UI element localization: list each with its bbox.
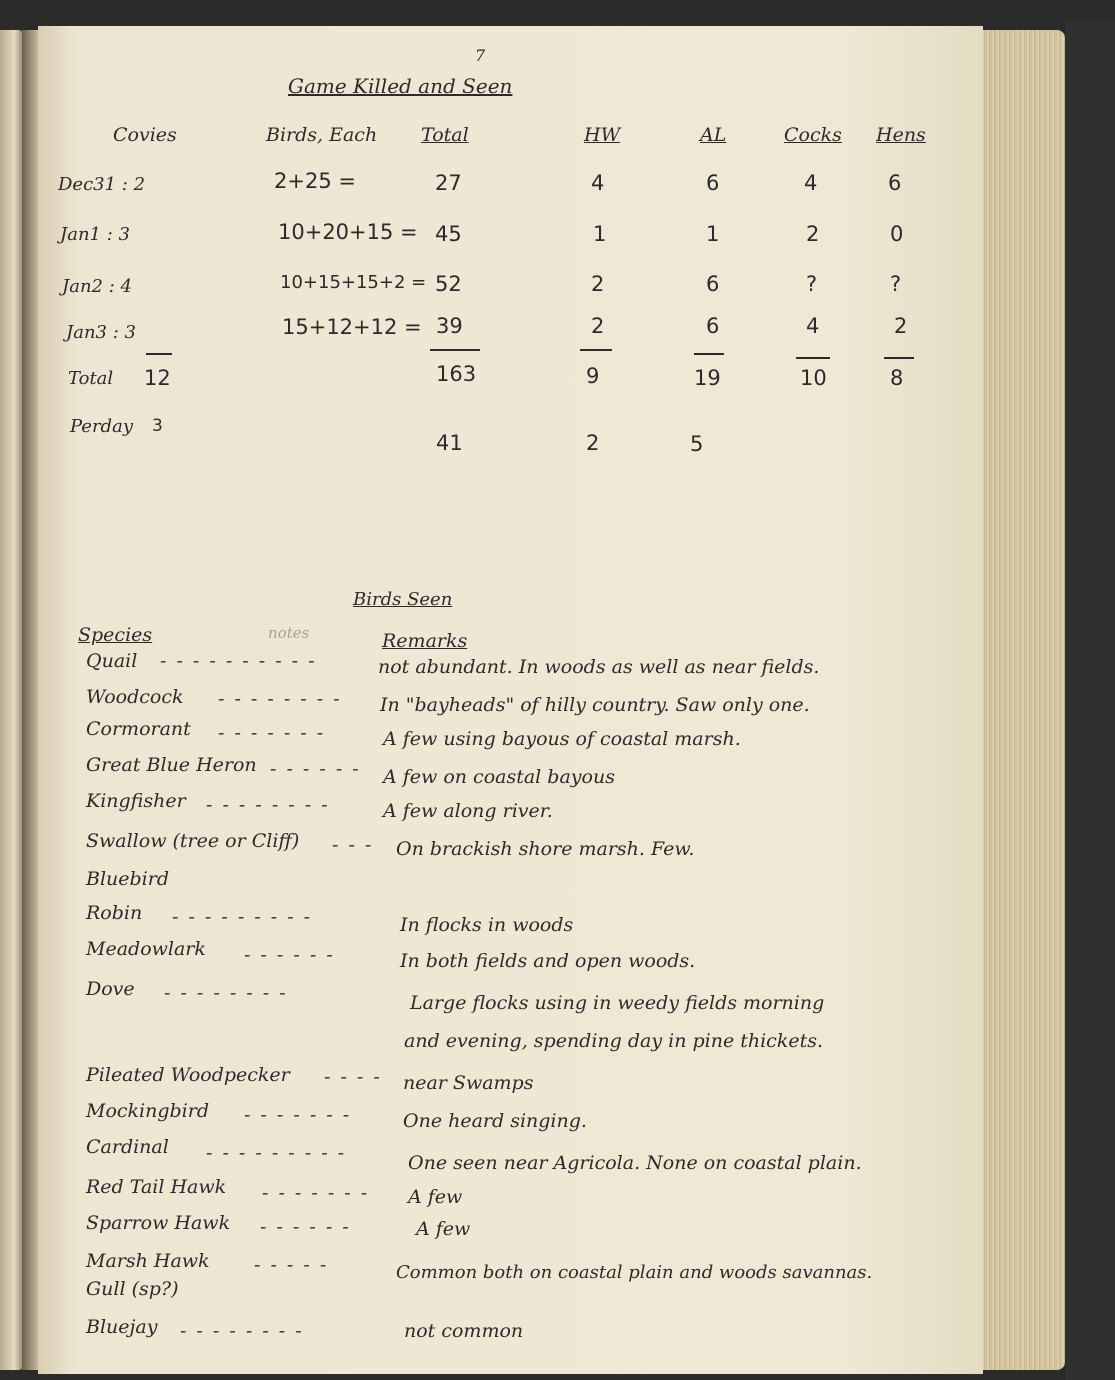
row-cocks: 4 <box>804 171 818 195</box>
row-date-covies: Dec31 : 2 <box>58 174 146 195</box>
leader-dashes: - - - - - <box>254 1254 329 1276</box>
sum-rule-al <box>694 353 724 355</box>
sum-rule-hw <box>580 349 612 351</box>
species-remark: A few <box>408 1186 463 1208</box>
book-cover <box>1065 20 1115 1380</box>
row-hw: 1 <box>593 222 607 246</box>
leader-dashes: - - - - - - - - <box>180 1320 304 1342</box>
leader-dashes: - - - - - - - - <box>218 688 342 710</box>
totals-total: 163 <box>436 362 477 386</box>
row-birds-each: 10+20+15 = <box>278 220 418 244</box>
row-total: 45 <box>435 222 462 246</box>
row-hens: 2 <box>894 314 908 338</box>
species-name: Mockingbird <box>86 1100 210 1122</box>
species-name: Meadowlark <box>86 938 206 960</box>
species-name: Bluebird <box>86 868 170 890</box>
species-name: Gull (sp?) <box>86 1278 179 1300</box>
row-cocks: 4 <box>806 314 820 338</box>
header-species: Species <box>78 624 153 646</box>
species-remark: In "bayheads" of hilly country. Saw only one. <box>380 694 810 716</box>
species-name: Bluejay <box>86 1316 158 1338</box>
species-remark: not abundant. In woods as well as near fields. <box>378 656 820 678</box>
row-hens: 6 <box>888 171 902 195</box>
sum-rule-hens <box>884 357 914 359</box>
header-notes: notes <box>268 624 310 642</box>
leader-dashes: - - - - - - - - - - <box>160 650 317 672</box>
totals-label: Total <box>68 368 114 389</box>
species-name: Pileated Woodpecker <box>86 1064 290 1086</box>
species-remark: near Swamps <box>403 1072 534 1094</box>
species-name: Dove <box>86 978 135 1000</box>
perday-covies: 3 <box>152 416 163 436</box>
leader-dashes: - - - - - - - <box>262 1182 370 1204</box>
species-remark: and evening, spending day in pine thickets. <box>404 1030 824 1052</box>
leader-dashes: - - - - - - <box>270 758 361 780</box>
leader-dashes: - - - - <box>324 1066 382 1088</box>
species-name: Cormorant <box>86 718 191 740</box>
species-name: Swallow (tree or Cliff) <box>86 830 300 852</box>
header-hens: Hens <box>876 124 926 146</box>
header-cocks: Cocks <box>784 124 842 146</box>
leader-dashes: - - - <box>332 834 374 856</box>
species-remark: Common both on coastal plain and woods savannas. <box>396 1262 873 1283</box>
leader-dashes: - - - - - - - <box>218 722 326 744</box>
totals-covies: 12 <box>144 366 171 390</box>
row-total: 52 <box>435 272 462 296</box>
page-edges <box>975 30 1065 1370</box>
species-name: Marsh Hawk <box>86 1250 210 1272</box>
species-remark: In both fields and open woods. <box>400 950 696 972</box>
row-date-covies: Jan3 : 3 <box>66 322 136 343</box>
leader-dashes: - - - - - - - - <box>206 794 330 816</box>
row-al: 1 <box>706 222 720 246</box>
species-name: Great Blue Heron <box>86 754 257 776</box>
row-birds-each: 15+12+12 = <box>282 315 422 339</box>
sum-rule-covies <box>146 353 172 355</box>
birds-seen-title: Birds Seen <box>353 589 453 610</box>
species-name: Robin <box>86 902 143 924</box>
perday-al: 5 <box>690 432 704 456</box>
species-remark: Large flocks using in weedy fields morning <box>410 992 825 1014</box>
species-remark: A few using bayous of coastal marsh. <box>383 728 741 750</box>
row-al: 6 <box>706 171 720 195</box>
totals-hens: 8 <box>890 366 904 390</box>
row-total: 27 <box>435 171 462 195</box>
header-hw: HW <box>584 124 621 146</box>
species-name: Quail <box>86 650 138 672</box>
species-remark: not common <box>404 1320 524 1342</box>
page-title: Game Killed and Seen <box>288 74 513 98</box>
row-birds-each: 2+25 = <box>274 169 356 193</box>
header-al: AL <box>700 124 727 146</box>
row-al: 6 <box>706 314 720 338</box>
row-hw: 2 <box>591 314 605 338</box>
species-name: Sparrow Hawk <box>86 1212 231 1234</box>
row-hw: 2 <box>591 272 605 296</box>
leader-dashes: - - - - - - <box>260 1216 351 1238</box>
perday-label: Perday <box>70 416 133 437</box>
species-remark: A few on coastal bayous <box>383 766 615 788</box>
header-remarks: Remarks <box>382 630 468 652</box>
row-hw: 4 <box>591 171 605 195</box>
species-remark: In flocks in woods <box>400 914 574 936</box>
species-name: Kingfisher <box>86 790 186 812</box>
species-name: Red Tail Hawk <box>86 1176 227 1198</box>
leader-dashes: - - - - - - - - - <box>172 906 313 928</box>
row-date-covies: Jan2 : 4 <box>62 276 132 297</box>
species-remark: On brackish shore marsh. Few. <box>396 838 695 860</box>
leader-dashes: - - - - - - - - <box>164 982 288 1004</box>
species-remark: A few <box>416 1218 471 1240</box>
notebook-page <box>38 26 983 1374</box>
totals-al: 19 <box>694 366 721 390</box>
species-remark: One seen near Agricola. None on coastal plain. <box>408 1152 862 1174</box>
species-remark: One heard singing. <box>403 1110 587 1132</box>
leader-dashes: - - - - - - <box>244 944 335 966</box>
perday-hw: 2 <box>586 431 600 455</box>
header-total: Total <box>421 124 469 146</box>
perday-total: 41 <box>436 431 463 455</box>
row-total: 39 <box>436 314 463 338</box>
leader-dashes: - - - - - - - - - <box>206 1142 347 1164</box>
row-al: 6 <box>706 272 720 296</box>
totals-cocks: 10 <box>800 366 827 390</box>
sum-rule-total <box>430 349 480 351</box>
row-hens: 0 <box>890 222 904 246</box>
header-covies: Covies <box>113 124 177 146</box>
leader-dashes: - - - - - - - <box>244 1104 352 1126</box>
row-birds-each: 10+15+15+2 = <box>280 272 427 293</box>
row-date-covies: Jan1 : 3 <box>60 224 130 245</box>
facing-page-edge <box>0 30 24 1370</box>
species-remark: A few along river. <box>383 800 553 822</box>
sum-rule-cocks <box>796 357 830 359</box>
page-number: 7 <box>475 46 486 65</box>
row-cocks: 2 <box>806 222 820 246</box>
row-hens: ? <box>890 272 902 296</box>
totals-hw: 9 <box>586 364 600 388</box>
species-name: Cardinal <box>86 1136 169 1158</box>
header-birds-each: Birds, Each <box>266 124 378 146</box>
species-name: Woodcock <box>86 686 184 708</box>
row-cocks: ? <box>806 272 818 296</box>
